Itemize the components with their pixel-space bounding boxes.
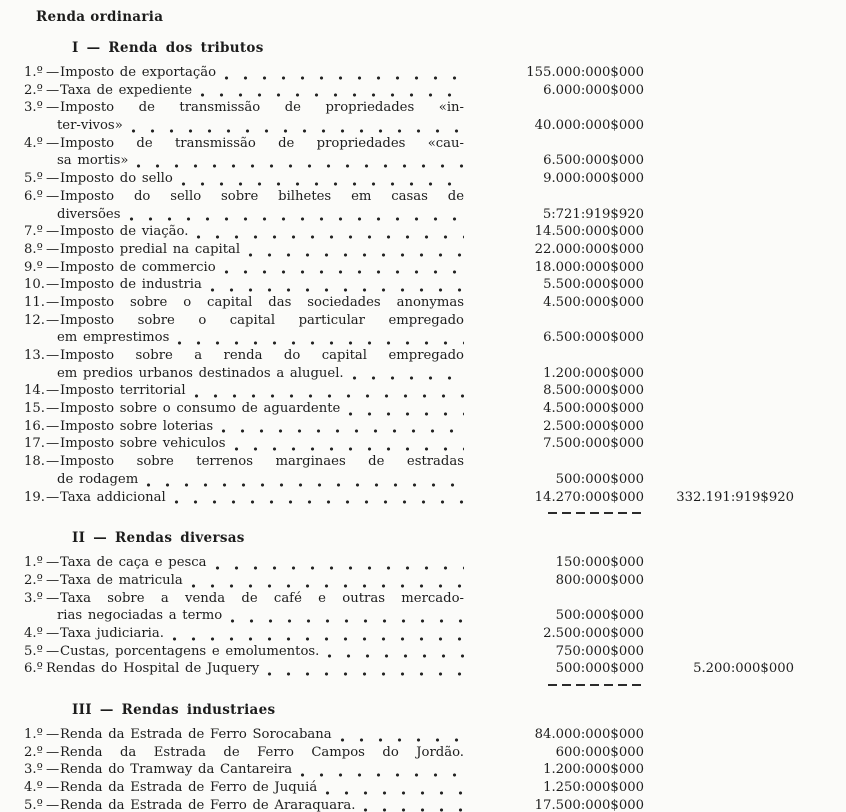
item-text bbox=[24, 797, 464, 812]
dot-leader bbox=[248, 245, 464, 259]
item-text bbox=[24, 188, 464, 206]
subtotal-rule-row bbox=[24, 682, 794, 688]
item-text bbox=[24, 135, 464, 153]
dot-leader bbox=[221, 421, 464, 435]
item-label: Imposto territorial bbox=[60, 383, 186, 399]
item-label: Imposto de exportação bbox=[60, 65, 217, 80]
item-row bbox=[24, 117, 820, 135]
item-row bbox=[24, 761, 820, 779]
item-row bbox=[24, 726, 820, 744]
item-total bbox=[644, 206, 794, 224]
item-separator: — bbox=[46, 259, 60, 275]
item-text bbox=[24, 64, 464, 82]
item-number: 14. bbox=[24, 383, 45, 399]
dot-leader bbox=[194, 386, 464, 400]
item-row bbox=[24, 400, 820, 418]
item-row bbox=[24, 643, 820, 661]
item-text bbox=[24, 435, 464, 453]
item-label: Imposto sobre o consumo de aguardente bbox=[60, 401, 341, 417]
item-value: 1.250:000$000 bbox=[543, 780, 644, 796]
item-row bbox=[24, 418, 820, 436]
item-label: Renda da Estrada de Ferro Campos do Jordão. bbox=[60, 744, 464, 760]
item-total bbox=[644, 188, 794, 206]
item-label: Rendas do Hospital de Juquery bbox=[46, 661, 260, 677]
item-text bbox=[24, 117, 464, 135]
dot-leader bbox=[300, 765, 464, 779]
item-label: Imposto sobre loterias bbox=[60, 418, 214, 434]
item-row bbox=[24, 590, 820, 608]
item-label: Imposto de transmissão de propriedades «in- bbox=[60, 100, 464, 116]
item-number: 4.º bbox=[24, 135, 43, 151]
item-total bbox=[644, 82, 794, 100]
section-heading: III — Rendas industriaes bbox=[72, 702, 276, 718]
item-number: 19. bbox=[24, 489, 45, 505]
item-total bbox=[644, 471, 794, 489]
item-row bbox=[24, 489, 820, 507]
item-total bbox=[644, 418, 794, 436]
item-total bbox=[644, 135, 794, 153]
item-separator: — bbox=[46, 643, 60, 659]
item-text bbox=[24, 82, 464, 100]
item-value: 17.500:000$000 bbox=[534, 797, 644, 812]
item-row bbox=[24, 135, 820, 153]
item-value: 2.500:000$000 bbox=[543, 625, 644, 641]
item-value: 150:000$000 bbox=[555, 555, 644, 571]
item-text bbox=[24, 660, 464, 678]
item-label: de rodagem bbox=[57, 471, 139, 487]
item-separator: — bbox=[46, 294, 60, 310]
item-label: Imposto sobre vehiculos bbox=[60, 436, 226, 452]
item-value: 800:000$000 bbox=[555, 572, 644, 588]
item-value: 6.500:000$000 bbox=[543, 153, 644, 169]
item-total bbox=[644, 744, 794, 762]
item-text bbox=[24, 152, 464, 170]
item-separator: — bbox=[46, 188, 60, 204]
item-label: diversões bbox=[57, 206, 121, 222]
item-total bbox=[644, 223, 794, 241]
subtotal-rule bbox=[548, 512, 644, 515]
item-separator: — bbox=[46, 489, 60, 505]
item-text bbox=[24, 489, 464, 507]
dot-leader bbox=[224, 262, 464, 276]
item-separator: — bbox=[46, 348, 60, 363]
item-label: Renda do Tramway da Cantareira bbox=[60, 762, 293, 778]
item-row bbox=[24, 453, 820, 471]
item-row bbox=[24, 99, 820, 117]
item-value: 14.500:000$000 bbox=[534, 224, 644, 240]
item-separator: — bbox=[46, 572, 60, 588]
item-text bbox=[24, 223, 464, 241]
item-text bbox=[24, 382, 464, 400]
item-number: 15. bbox=[24, 401, 45, 417]
item-value: 600:000$000 bbox=[555, 744, 644, 760]
item-number: 1.º bbox=[24, 555, 43, 571]
dot-leader bbox=[340, 730, 464, 744]
item-label: Imposto do sello sobre bilhetes em casas de bbox=[60, 188, 464, 204]
dot-leader bbox=[181, 174, 464, 188]
item-total bbox=[644, 347, 794, 365]
subtotal-rule bbox=[548, 684, 644, 687]
item-text bbox=[24, 400, 464, 418]
dot-leader bbox=[174, 492, 464, 506]
item-number: 18. bbox=[24, 454, 45, 470]
item-label: ter-vivos» bbox=[57, 118, 123, 134]
item-value: 155.000:000$000 bbox=[526, 65, 644, 80]
item-row bbox=[24, 435, 820, 453]
item-text bbox=[24, 329, 464, 347]
item-separator: — bbox=[46, 727, 60, 742]
item-label: Imposto sobre a renda do capital empregado bbox=[60, 348, 464, 363]
item-number: 8.º bbox=[24, 241, 43, 257]
item-label: Renda da Estrada de Ferro de Juquiá bbox=[60, 780, 318, 796]
item-total bbox=[644, 625, 794, 643]
dot-leader bbox=[191, 576, 464, 590]
item-separator: — bbox=[46, 100, 60, 116]
item-separator: — bbox=[46, 744, 60, 760]
item-total bbox=[644, 554, 794, 572]
item-label: Taxa de matricula bbox=[60, 572, 183, 588]
item-row bbox=[24, 259, 820, 277]
item-total bbox=[644, 797, 794, 812]
item-label: Imposto sobre o capital das sociedades anonymas bbox=[60, 294, 464, 310]
item-separator: — bbox=[46, 241, 60, 257]
item-row bbox=[24, 241, 820, 259]
item-value bbox=[464, 188, 644, 206]
dot-leader bbox=[325, 783, 464, 797]
dot-leader bbox=[210, 280, 464, 294]
item-value bbox=[464, 347, 644, 365]
item-number: 11. bbox=[24, 294, 45, 310]
item-text bbox=[24, 761, 464, 779]
item-total bbox=[644, 294, 794, 312]
item-number: 10. bbox=[24, 277, 45, 293]
item-number: 4.º bbox=[24, 625, 43, 641]
item-value: 500:000$000 bbox=[555, 608, 644, 624]
item-text bbox=[24, 365, 464, 383]
item-text bbox=[24, 607, 464, 625]
item-number: 6.º bbox=[24, 661, 43, 677]
item-number: 2.º bbox=[24, 572, 43, 588]
item-value: 18.000:000$000 bbox=[534, 259, 644, 275]
item-separator: — bbox=[46, 224, 60, 240]
subtotal-rule-row bbox=[24, 510, 794, 516]
item-label: Imposto de transmissão de propriedades «cau- bbox=[60, 135, 464, 151]
item-label: Imposto de commercio bbox=[60, 259, 216, 275]
item-row bbox=[24, 347, 820, 365]
item-separator: — bbox=[46, 312, 60, 328]
page-title: Renda ordinaria bbox=[36, 9, 164, 25]
item-value: 9.000:000$000 bbox=[543, 171, 644, 187]
item-value: 4.500:000$000 bbox=[543, 294, 644, 310]
item-text bbox=[24, 643, 464, 661]
item-text bbox=[24, 590, 464, 608]
item-number: 16. bbox=[24, 418, 45, 434]
dot-leader bbox=[129, 209, 465, 223]
item-row bbox=[24, 471, 820, 489]
item-total bbox=[644, 643, 794, 661]
item-total bbox=[644, 312, 794, 330]
item-row bbox=[24, 329, 820, 347]
item-separator: — bbox=[46, 762, 60, 778]
dot-leader bbox=[327, 646, 464, 660]
item-value: 4.500:000$000 bbox=[543, 401, 644, 417]
item-row bbox=[24, 276, 820, 294]
item-row bbox=[24, 294, 820, 312]
item-value: 7.500:000$000 bbox=[543, 436, 644, 452]
item-total bbox=[644, 152, 794, 170]
item-label: Imposto de industria bbox=[60, 277, 202, 293]
item-value bbox=[464, 453, 644, 471]
item-total: 332.191:919$920 bbox=[676, 489, 794, 505]
item-number: 5.º bbox=[24, 171, 43, 187]
item-row bbox=[24, 312, 820, 330]
item-row bbox=[24, 554, 820, 572]
dot-leader bbox=[131, 121, 464, 135]
item-text bbox=[24, 572, 464, 590]
item-number: 5.º bbox=[24, 643, 43, 659]
item-label: em predios urbanos destinados a aluguel. bbox=[57, 365, 344, 381]
item-total bbox=[644, 117, 794, 135]
item-number: 5.º bbox=[24, 797, 43, 812]
item-label: Taxa judiciaria. bbox=[60, 625, 164, 641]
item-number: 17. bbox=[24, 436, 45, 452]
item-row bbox=[24, 382, 820, 400]
item-total bbox=[644, 726, 794, 744]
item-total bbox=[644, 365, 794, 383]
item-number: 3.º bbox=[24, 762, 43, 778]
item-number: 12. bbox=[24, 312, 45, 328]
item-separator: — bbox=[46, 277, 60, 293]
section-rows bbox=[24, 554, 820, 678]
item-row bbox=[24, 152, 820, 170]
item-number: 1.º bbox=[24, 727, 43, 742]
item-value: 2.500:000$000 bbox=[543, 418, 644, 434]
item-number: 3.º bbox=[24, 100, 43, 116]
item-row bbox=[24, 82, 820, 100]
dot-leader bbox=[172, 629, 464, 643]
item-label: Taxa addicional bbox=[60, 489, 166, 505]
item-separator: — bbox=[46, 418, 60, 434]
dot-leader bbox=[267, 664, 464, 678]
section-heading: II — Rendas diversas bbox=[72, 530, 245, 547]
item-total bbox=[644, 170, 794, 188]
item-row bbox=[24, 607, 820, 625]
item-total bbox=[644, 400, 794, 418]
dot-leader bbox=[348, 404, 464, 418]
item-row bbox=[24, 188, 820, 206]
item-row bbox=[24, 625, 820, 643]
item-row bbox=[24, 365, 820, 383]
item-row bbox=[24, 744, 820, 762]
item-total bbox=[644, 382, 794, 400]
item-row bbox=[24, 797, 820, 812]
section-heading: I — Renda dos tributos bbox=[72, 40, 264, 56]
item-number: 7.º bbox=[24, 224, 43, 240]
item-value: 500:000$000 bbox=[555, 661, 644, 677]
item-label: Taxa de caça e pesca bbox=[60, 555, 207, 571]
item-separator: — bbox=[46, 135, 60, 151]
item-label: sa mortis» bbox=[57, 153, 129, 169]
item-label: em emprestimos bbox=[57, 330, 170, 346]
item-total bbox=[644, 590, 794, 608]
item-value: 500:000$000 bbox=[555, 471, 644, 487]
item-label: rias negociadas a termo bbox=[57, 608, 223, 624]
item-separator: — bbox=[46, 780, 60, 796]
item-row bbox=[24, 64, 820, 82]
dot-leader bbox=[200, 85, 464, 99]
item-number: 1.º bbox=[24, 65, 43, 80]
item-label: Taxa sobre a venda de café e outras mercado- bbox=[60, 590, 464, 606]
item-text bbox=[24, 99, 464, 117]
item-total bbox=[644, 779, 794, 797]
item-value: 40.000:000$000 bbox=[534, 118, 644, 134]
item-total bbox=[644, 64, 794, 82]
dot-leader bbox=[196, 227, 464, 241]
item-separator: — bbox=[46, 436, 60, 452]
item-value bbox=[464, 312, 644, 330]
item-separator: — bbox=[46, 555, 60, 571]
item-text bbox=[24, 259, 464, 277]
item-separator: — bbox=[46, 82, 60, 98]
dot-leader bbox=[224, 68, 464, 82]
sections-container bbox=[24, 39, 820, 812]
item-number: 9.º bbox=[24, 259, 43, 275]
item-text bbox=[24, 744, 464, 762]
item-separator: — bbox=[46, 454, 60, 470]
item-text bbox=[24, 625, 464, 643]
section-rows bbox=[24, 64, 820, 506]
item-label: Imposto sobre o capital particular empregado bbox=[60, 312, 464, 328]
item-total: 5.200:000$000 bbox=[693, 661, 794, 677]
item-text bbox=[24, 276, 464, 294]
section-rows bbox=[24, 726, 820, 812]
item-value bbox=[464, 135, 644, 153]
item-separator: — bbox=[46, 171, 60, 187]
item-separator: — bbox=[46, 590, 60, 606]
item-number: 3.º bbox=[24, 590, 43, 606]
item-text bbox=[24, 170, 464, 188]
item-label: Custas, porcentagens e emolumentos. bbox=[60, 643, 320, 659]
item-number: 6.º bbox=[24, 188, 43, 204]
item-value: 6.000:000$000 bbox=[543, 82, 644, 98]
item-text bbox=[24, 294, 464, 312]
dot-leader bbox=[177, 333, 464, 347]
dot-leader bbox=[146, 475, 464, 489]
item-value: 84.000:000$000 bbox=[534, 727, 644, 742]
item-number: 13. bbox=[24, 348, 45, 363]
item-separator: — bbox=[46, 625, 60, 641]
item-value: 750:000$000 bbox=[555, 643, 644, 659]
item-total bbox=[644, 276, 794, 294]
item-text bbox=[24, 453, 464, 471]
item-label: Renda da Estrada de Ferro de Araraquara. bbox=[60, 797, 356, 812]
item-total bbox=[644, 99, 794, 117]
item-total bbox=[644, 572, 794, 590]
item-text bbox=[24, 241, 464, 259]
item-row bbox=[24, 206, 820, 224]
item-row bbox=[24, 223, 820, 241]
dot-leader bbox=[215, 558, 464, 572]
item-total bbox=[644, 453, 794, 471]
item-text bbox=[24, 206, 464, 224]
item-value: 5:721:919$920 bbox=[542, 206, 644, 222]
item-number: 2.º bbox=[24, 744, 43, 760]
item-label: Imposto do sello bbox=[60, 171, 173, 187]
item-total bbox=[644, 761, 794, 779]
item-value: 14.270:000$000 bbox=[534, 489, 644, 505]
dot-leader bbox=[136, 156, 464, 170]
item-value: 5.500:000$000 bbox=[543, 277, 644, 293]
item-label: Imposto predial na capital bbox=[60, 241, 241, 257]
item-total bbox=[644, 435, 794, 453]
item-total bbox=[644, 259, 794, 277]
item-row bbox=[24, 779, 820, 797]
item-total bbox=[644, 241, 794, 259]
dot-leader bbox=[234, 439, 464, 453]
item-separator: — bbox=[46, 65, 60, 80]
item-value: 1.200:000$000 bbox=[543, 365, 644, 381]
item-separator: — bbox=[46, 401, 60, 417]
item-separator: — bbox=[46, 797, 60, 812]
item-row bbox=[24, 660, 820, 678]
item-value: 22.000:000$000 bbox=[534, 241, 644, 257]
item-text bbox=[24, 418, 464, 436]
dot-leader bbox=[363, 800, 464, 812]
dot-leader bbox=[352, 368, 464, 382]
item-label: Renda da Estrada de Ferro Sorocabana bbox=[60, 727, 332, 742]
item-row bbox=[24, 170, 820, 188]
item-text bbox=[24, 312, 464, 330]
item-text bbox=[24, 554, 464, 572]
item-label: Taxa de expediente bbox=[60, 82, 193, 98]
item-value bbox=[464, 99, 644, 117]
item-text bbox=[24, 779, 464, 797]
item-number: 4.º bbox=[24, 780, 43, 796]
item-number: 2.º bbox=[24, 82, 43, 98]
item-value bbox=[464, 590, 644, 608]
item-label: Imposto sobre terrenos marginaes de estradas bbox=[60, 454, 464, 470]
item-separator: — bbox=[46, 383, 60, 399]
item-text bbox=[24, 471, 464, 489]
item-total bbox=[644, 607, 794, 625]
item-value: 1.200:000$000 bbox=[543, 762, 644, 778]
item-row bbox=[24, 572, 820, 590]
item-total bbox=[644, 329, 794, 347]
item-label: Imposto de viação. bbox=[60, 224, 189, 240]
item-value: 6.500:000$000 bbox=[543, 330, 644, 346]
item-text bbox=[24, 726, 464, 744]
item-text bbox=[24, 347, 464, 365]
item-value: 8.500:000$000 bbox=[543, 383, 644, 399]
dot-leader bbox=[230, 611, 464, 625]
